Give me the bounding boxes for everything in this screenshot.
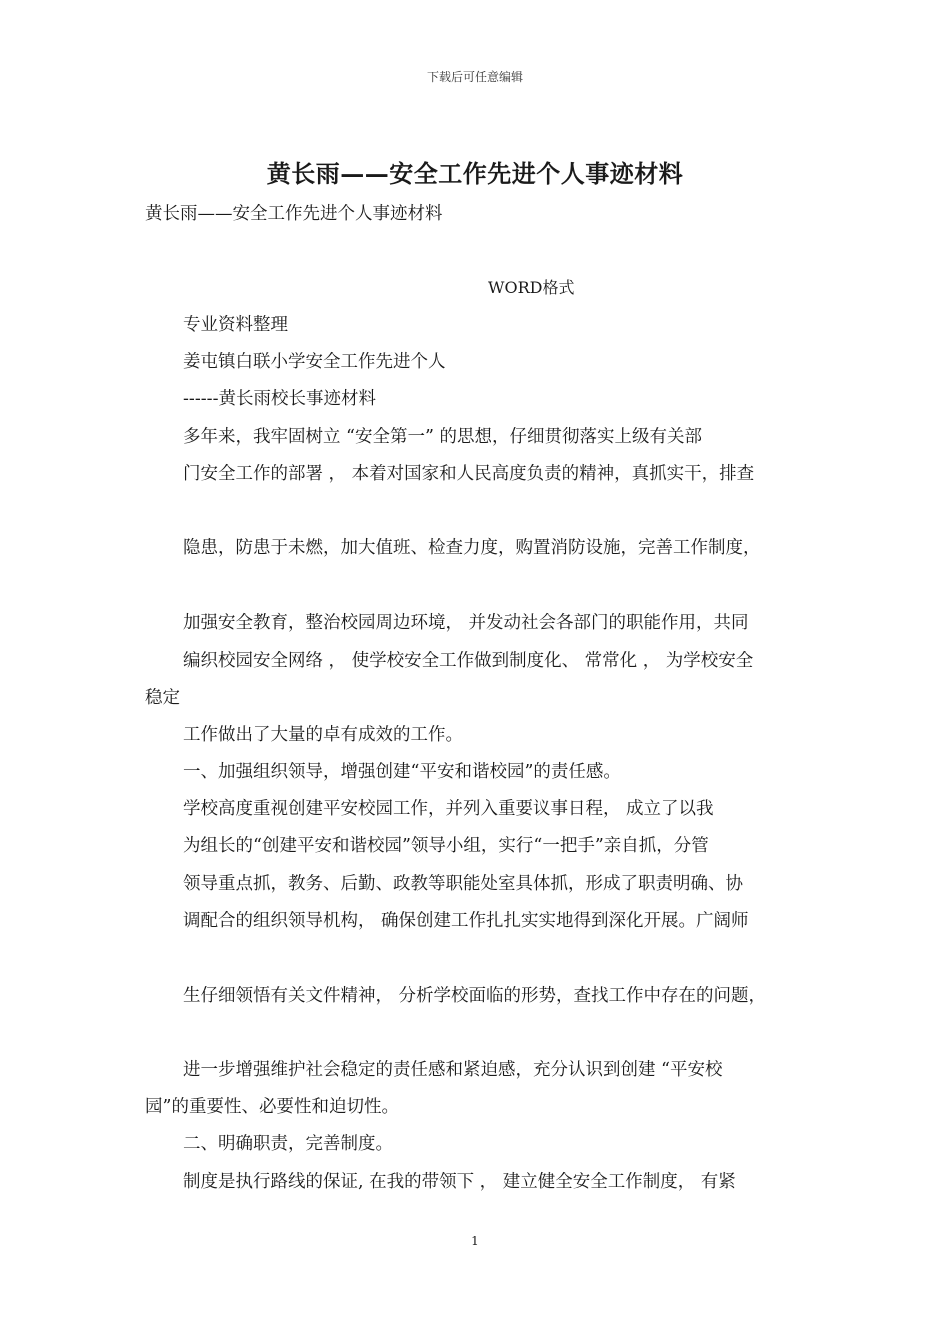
body-line: 领导重点抓，教务、后勤、政教等职能处室具体抓，形成了职责明确、协 [183,874,743,894]
header-note: 下载后可任意编辑 [426,70,523,84]
body-line: ------黄长雨校长事迹材料 [183,389,376,409]
body-line: 园”的重要性、必要性和迫切性。 [145,1097,399,1117]
body-line: 姜屯镇白联小学安全工作先进个人 [183,352,446,372]
body-line: 多年来，我牢固树立 “安全第一” 的思想，仔细贯彻落实上级有关部 [183,427,703,447]
body-line: 稳定 [145,688,180,708]
page-title: 黄长雨——安全工作先进个人事迹材料 [266,159,684,188]
body-line: 隐患，防患于未燃，加大值班、检查力度，购置消防设施，完善工作制度， [183,538,761,558]
word-format-label: WORD格式 [488,278,575,297]
body-line: 加强安全教育，整治校园周边环境， 并发动社会各部门的职能作用，共同 [183,613,749,633]
section-heading-1: 一、加强组织领导，增强创建“平安和谐校园”的责任感。 [183,762,621,782]
body-line: 进一步增强维护社会稳定的责任感和紧迫感，充分认识到创建 “平安校 [183,1060,723,1080]
subtitle-line: 黄长雨——安全工作先进个人事迹材料 [145,204,443,224]
body-line: 编织校园安全网络 ， 使学校安全工作做到制度化、 常常化 ， 为学校安全 [183,651,754,671]
section-heading-2: 二、明确职责，完善制度。 [183,1134,393,1154]
body-line: 调配合的组织领导机构， 确保创建工作扎扎实实地得到深化开展。广阔师 [183,911,749,931]
body-line: 门安全工作的部署 ， 本着对国家和人民高度负责的精神，真抓实干，排查 [183,464,755,484]
body-line: 工作做出了大量的卓有成效的工作。 [183,725,463,745]
body-line: 专业资料整理 [183,315,288,335]
page-number: 1 [471,1234,479,1248]
body-line: 为组长的“创建平安和谐校园”领导小组，实行“一把手”亲自抓，分管 [183,836,709,856]
body-line: 制度是执行路线的保证, 在我的带领下 ， 建立健全安全工作制度， 有紧 [183,1172,736,1192]
body-line: 学校高度重视创建平安校园工作，并列入重要议事日程， 成立了以我 [183,799,714,819]
body-line: 生仔细领悟有关文件精神， 分析学校面临的形势，查找工作中存在的问题， [183,986,767,1006]
